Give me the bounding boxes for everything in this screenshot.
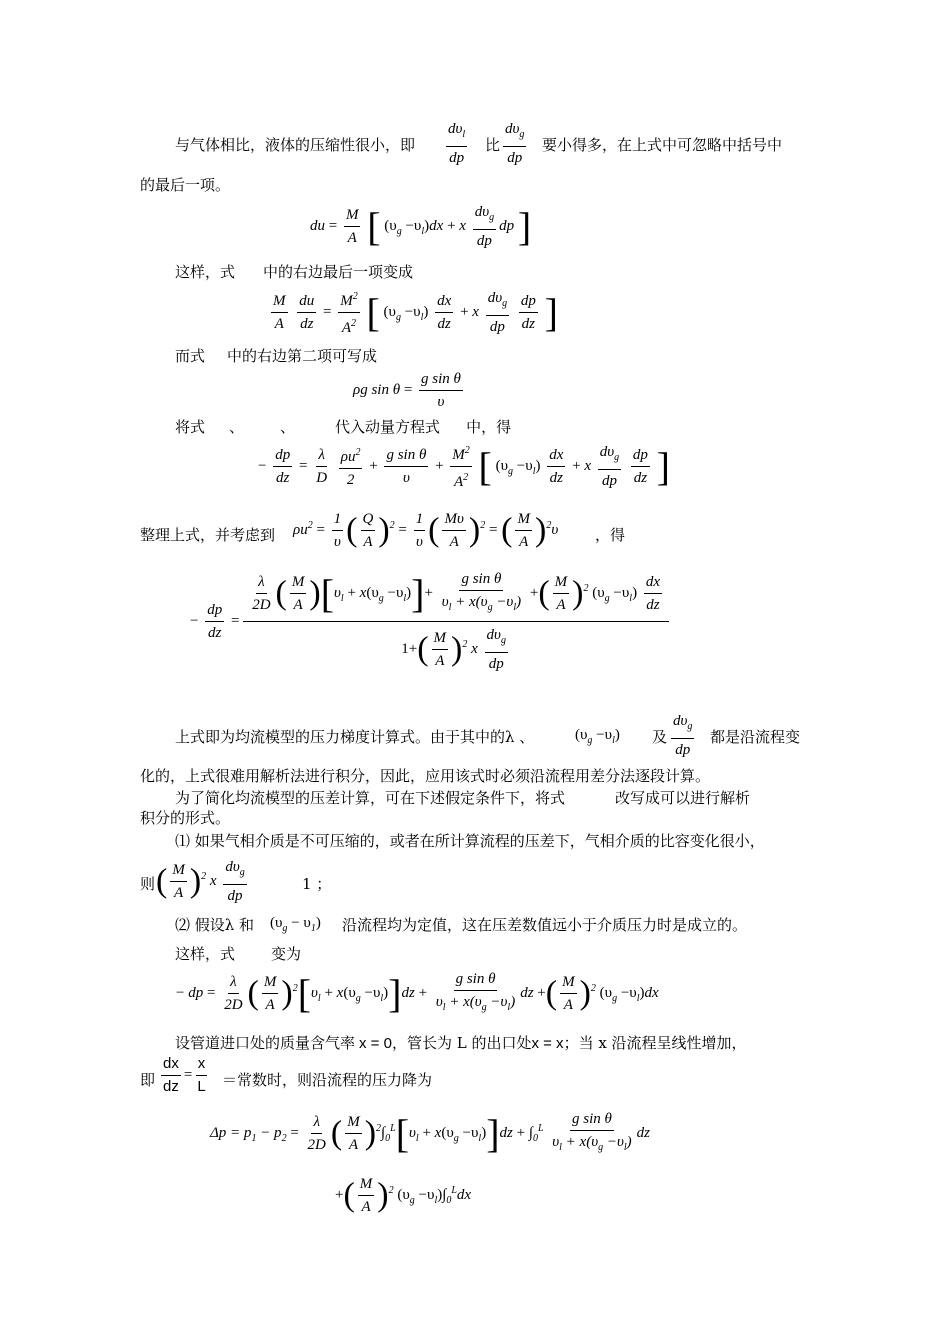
paragraph-line <box>175 346 377 366</box>
paragraph-line: 这样，式 变为 <box>175 945 302 963</box>
paragraph-line: 都是沿流程变 <box>710 728 801 746</box>
equation-pressure-drop-cont: +( $\frac{M}{A}$ )$^2$ $(\upsilon_g -\upsilon_l)\int_0^Ldx$ <box>335 1176 472 1215</box>
paragraph-line: 为了简化均流模型的压差计算，可在下述假定条件下，将式 改写成可以进行解析 <box>175 789 751 807</box>
equation-homogeneous-gradient: − $\frac{dp}{dz}$ = $\frac{\lambda}{2D}$ ( $\frac{M}{A}$ )$[\upsilon_l + x(\upsilon_g -\upsilon_l)]+$ $\frac{\text{g sin θ}}{\upsilon_l + x(\upsilon_g -\upsilon_l)}$ +( $\frac{M}{A}$ )$^2$ $(\upsilon_g -\upsilon_l)$ $\frac{dx}{dz}$ 1+( $\frac{M}{A}$ )$^2$ x $\frac{d\upsilon_g}{dp}$ <box>190 570 669 673</box>
text: 要小得多，在上式中可忽略中括号中 <box>542 136 783 154</box>
paragraph-line <box>542 135 782 155</box>
text: 这样，式 <box>175 263 236 281</box>
paragraph-line: 即 <box>140 1071 156 1089</box>
equation-dp: − dp = $\frac{\lambda}{2D}$ ( $\frac{M}{A}$ )$^2[\upsilon_l + x(\upsilon_g -\upsilon_l)]dz$ + $\frac{\text{g sin θ}}{\upsilon_l + x(\upsilon_g -\upsilon_l)}$ dz +( $\frac{M}{A}$ )$^2$ $(\upsilon_g -\upsilon_l)dx$ <box>176 971 659 1016</box>
paragraph-line: ⑴ 如果气相介质是不可压缩的，或者在所计算流程的压差下，气相介质的比容变化很小， <box>175 832 765 850</box>
equation-du: du = $\frac{M}{A}$ [ $(\upsilon_g -\upsilon_l)dx + x$ $\frac{d\upsilon_g}{dp}$ dp ] <box>310 204 532 249</box>
inequality-condition: ( $\frac{M}{A}$ )$^2$ x $\frac{d\upsilon_g}{dp}$ <box>156 859 245 904</box>
paragraph-line <box>175 262 413 282</box>
fraction-dvl-dp: $\frac{d\upsilon_l}{dp}$ <box>448 121 466 166</box>
paragraph-line <box>485 135 500 155</box>
equation-pressure-gradient: − $\frac{dp}{dz}$ = $\frac{\lambda}{D}$ $\frac{\rho u^2}{2}$ + $\frac{\text{g sin θ}}{\upsilon}$ + $\frac{M^2}{A^2}$ [ $(\upsilon_g -\upsilon_l)$ $\frac{dx}{dz}$ + x $\frac{d\upsilon_g}{dp}$ $\frac{dp}{dz}$ ] <box>258 444 670 490</box>
text: 而式 <box>175 347 206 365</box>
text: 中的右边第二项可写成 <box>227 347 378 365</box>
paragraph-line: 设管道进口处的质量含气率 x = 0，管长为 L 的出口处x = x；当 x 沿流程呈线性增加， <box>175 1034 747 1052</box>
paragraph-line: 积分的形式。 <box>140 809 231 827</box>
text: 中的右边最后一项变成 <box>263 263 414 281</box>
paragraph-line: 整理上式，并考虑到 <box>140 526 276 544</box>
paragraph-line: 1 ； <box>302 875 332 893</box>
paragraph-line: ，得 <box>595 526 626 544</box>
paragraph-line: 及 <box>652 728 668 746</box>
text: 与气体相比，液体的压缩性很小，即 <box>175 136 416 154</box>
paragraph-line: ⑵ 假设λ 和 <box>175 916 255 934</box>
text: 的最后一项。 <box>140 176 231 194</box>
equation-momentum-term: $\frac{M}{A}$ $\frac{du}{dz}$ = $\frac{M^2}{A^2}$ [ $(\upsilon_g -\upsilon_l)$ $\frac{dx}{dz}$ + x $\frac{d\upsilon_g}{dp}$ $\frac{dp}{dz}$ ] <box>273 290 558 336</box>
equation-pressure-drop: $\Delta p = p_1 - p_2$ = $\frac{\lambda}{2D}$ ( $\frac{M}{A}$ )$^2\int_0^L[\upsilon_l + x(\upsilon_g -\upsilon_l)]dz + \int_0^L$ $\frac{\text{g sin θ}}{\upsilon_l + x(\upsilon_g -\upsilon_l)}$ dz <box>210 1111 650 1156</box>
eq-var: du <box>310 217 325 234</box>
paragraph-line <box>140 175 230 195</box>
equation-rho-u2: $\rho u^2$ = $\frac{1}{\upsilon}$ ( $\frac{Q}{A}$ )$^2$ = $\frac{1}{\upsilon}$ ( $\frac{M\upsilon}{A}$ )$^2$ = ( $\frac{M}{A}$ )$^2$υ <box>293 511 559 550</box>
fraction-dvg-dp: $\frac{d\upsilon_g}{dp}$ <box>673 713 693 758</box>
paragraph-line: 上式即为均流模型的压力梯度计算式。由于其中的λ 、 <box>175 728 535 746</box>
fraction-dvg-dp: $\frac{d\upsilon_g}{dp}$ <box>505 121 525 166</box>
paragraph-line: ＝常数时，则沿流程的压力降为 <box>222 1071 433 1089</box>
paragraph-line: 化的，上式很难用解析法进行积分，因此，应用该式时必须沿流程用差分法逐段计算。 <box>140 767 711 785</box>
fraction-dx-dz: $\frac{dx}{dz}$ = $\frac{x}{L}$ <box>163 1055 206 1095</box>
paragraph-line: 将式 、 、 代入动量方程式 中，得 <box>175 418 512 436</box>
paragraph-line <box>175 135 415 155</box>
equation-gravity-term: ρg sin θ = $\frac{\text{g sin θ}}{\upsilon}$ <box>353 371 461 410</box>
inline-vg-vl: $(\upsilon_g -\upsilon_l)$ <box>575 727 620 746</box>
paragraph-line: 则 <box>140 875 156 893</box>
text: 比 <box>485 136 501 154</box>
inline-vg-vl: $(\upsilon_g - \upsilon_1)$ <box>270 915 321 934</box>
paragraph-line: 沿流程均为定值，这在压差数值远小于介质压力时是成立的。 <box>342 916 748 934</box>
